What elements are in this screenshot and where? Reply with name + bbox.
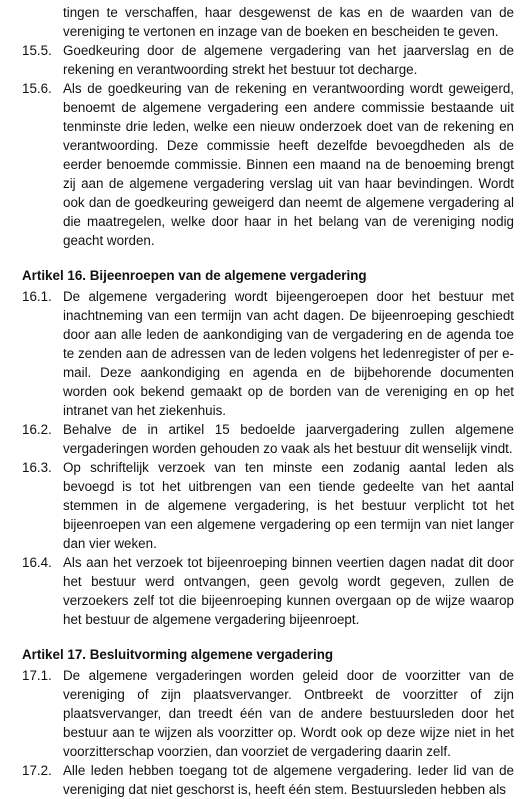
clause-number: 16.3. [22, 460, 52, 475]
clause-text: Als de goedkeuring van de rekening en verantwoording wordt geweigerd, benoemt de algemene vergadering een andere commissie bestaande uit tenminste drie leden, welke een nieuw onderzoek doet van de rekening en verantwoording. Deze commissie heeft dezelfde bevoegdheden als de eerder benoemde commissie. Binnen een maand na de benoeming brengt zij aan de algemene vergadering verslag uit van haar bevindingen. Wordt ook dan de goedkeuring geweigerd dan neemt de algemene vergadering al die maatregelen, welke door haar in het belang van de vereniging nodig geacht worden. [63, 81, 514, 248]
clause-16-3 [22, 458, 514, 553]
clause-number: 15.5. [22, 43, 52, 58]
clause-number: 16.1. [22, 289, 52, 304]
clause-17-1 [22, 666, 514, 761]
clause-text: Behalve de in artikel 15 bedoelde jaarvergadering zullen algemene vergaderingen worden gehouden zo vaak als het bestuur dit wenselijk vindt. [63, 422, 514, 456]
clause-text: Op schriftelijk verzoek van ten minste een zodanig aantal leden als bevoegd is tot het uitbrengen van een tiende gedeelte van het aantal stemmen in de algemene vergadering, is het bestuur verplicht tot het bijeenroepen van een algemene vergadering op een termijn van niet langer dan vier weken. [63, 460, 514, 551]
document-page [22, 3, 514, 799]
clause-15-4-continuation: tingen te verschaffen, haar desgewenst de kas en de waarden van de vereniging te vertonen en inzage van de boeken en bescheiden te geven. [63, 5, 514, 39]
clause-number: 16.2. [22, 422, 52, 437]
clause-text: De algemene vergadering wordt bijeengeroepen door het bestuur met inachtneming van een termijn van acht dagen. De bijeenroeping geschiedt door aan alle leden de aankondiging van de vergadering en de agenda toe te zenden aan de adressen van de leden volgens het ledenregister of per e-mail. Deze aankondiging en agenda en de bijbehorende documenten worden ook bekend gemaakt op de borden van de vereniging en op het intranet van het ziekenhuis. [63, 289, 514, 418]
clause-17-2 [22, 761, 514, 799]
clause-16-1 [22, 287, 514, 420]
clause-number: 17.1. [22, 668, 52, 683]
clause-number: 15.6. [22, 81, 52, 96]
clause-number: 17.2. [22, 763, 52, 778]
clause-15-5 [22, 41, 514, 79]
clause-15-6 [22, 79, 514, 250]
clause-text: Als aan het verzoek tot bijeenroeping binnen veertien dagen nadat dit door het bestuur werd ontvangen, geen gevolg wordt gegeven, zullen de verzoekers zelf tot die bijeenroeping kunnen overgaan op de wijze waarop het bestuur de algemene vergadering bijeenroept. [63, 555, 514, 627]
clause-16-2 [22, 420, 514, 458]
clause-text: Alle leden hebben toegang tot de algemene vergadering. Ieder lid van de vereniging dat niet geschorst is, heeft één stem. Bestuursleden hebben als [63, 763, 514, 797]
article-16-title: Artikel 16. Bijeenroepen van de algemene vergadering [22, 268, 367, 283]
clause-number: 16.4. [22, 555, 52, 570]
clause-text: Goedkeuring door de algemene vergadering van het jaarverslag en de rekening en verantwoording strekt het bestuur tot decharge. [63, 43, 514, 77]
clause-16-4 [22, 553, 514, 629]
clause-text: De algemene vergaderingen worden geleid door de voorzitter van de vereniging of zijn plaatsvervanger. Ontbreekt de voorzitter of zijn plaatsvervanger, dan treedt één van de andere bestuursleden door het bestuur aan te wijzen als voorzitter op. Wordt ook op deze wijze niet in het voorzitterschap voorzien, dan voorziet de vergadering daarin zelf. [63, 668, 514, 759]
article-17-title: Artikel 17. Besluitvorming algemene vergadering [22, 647, 334, 662]
